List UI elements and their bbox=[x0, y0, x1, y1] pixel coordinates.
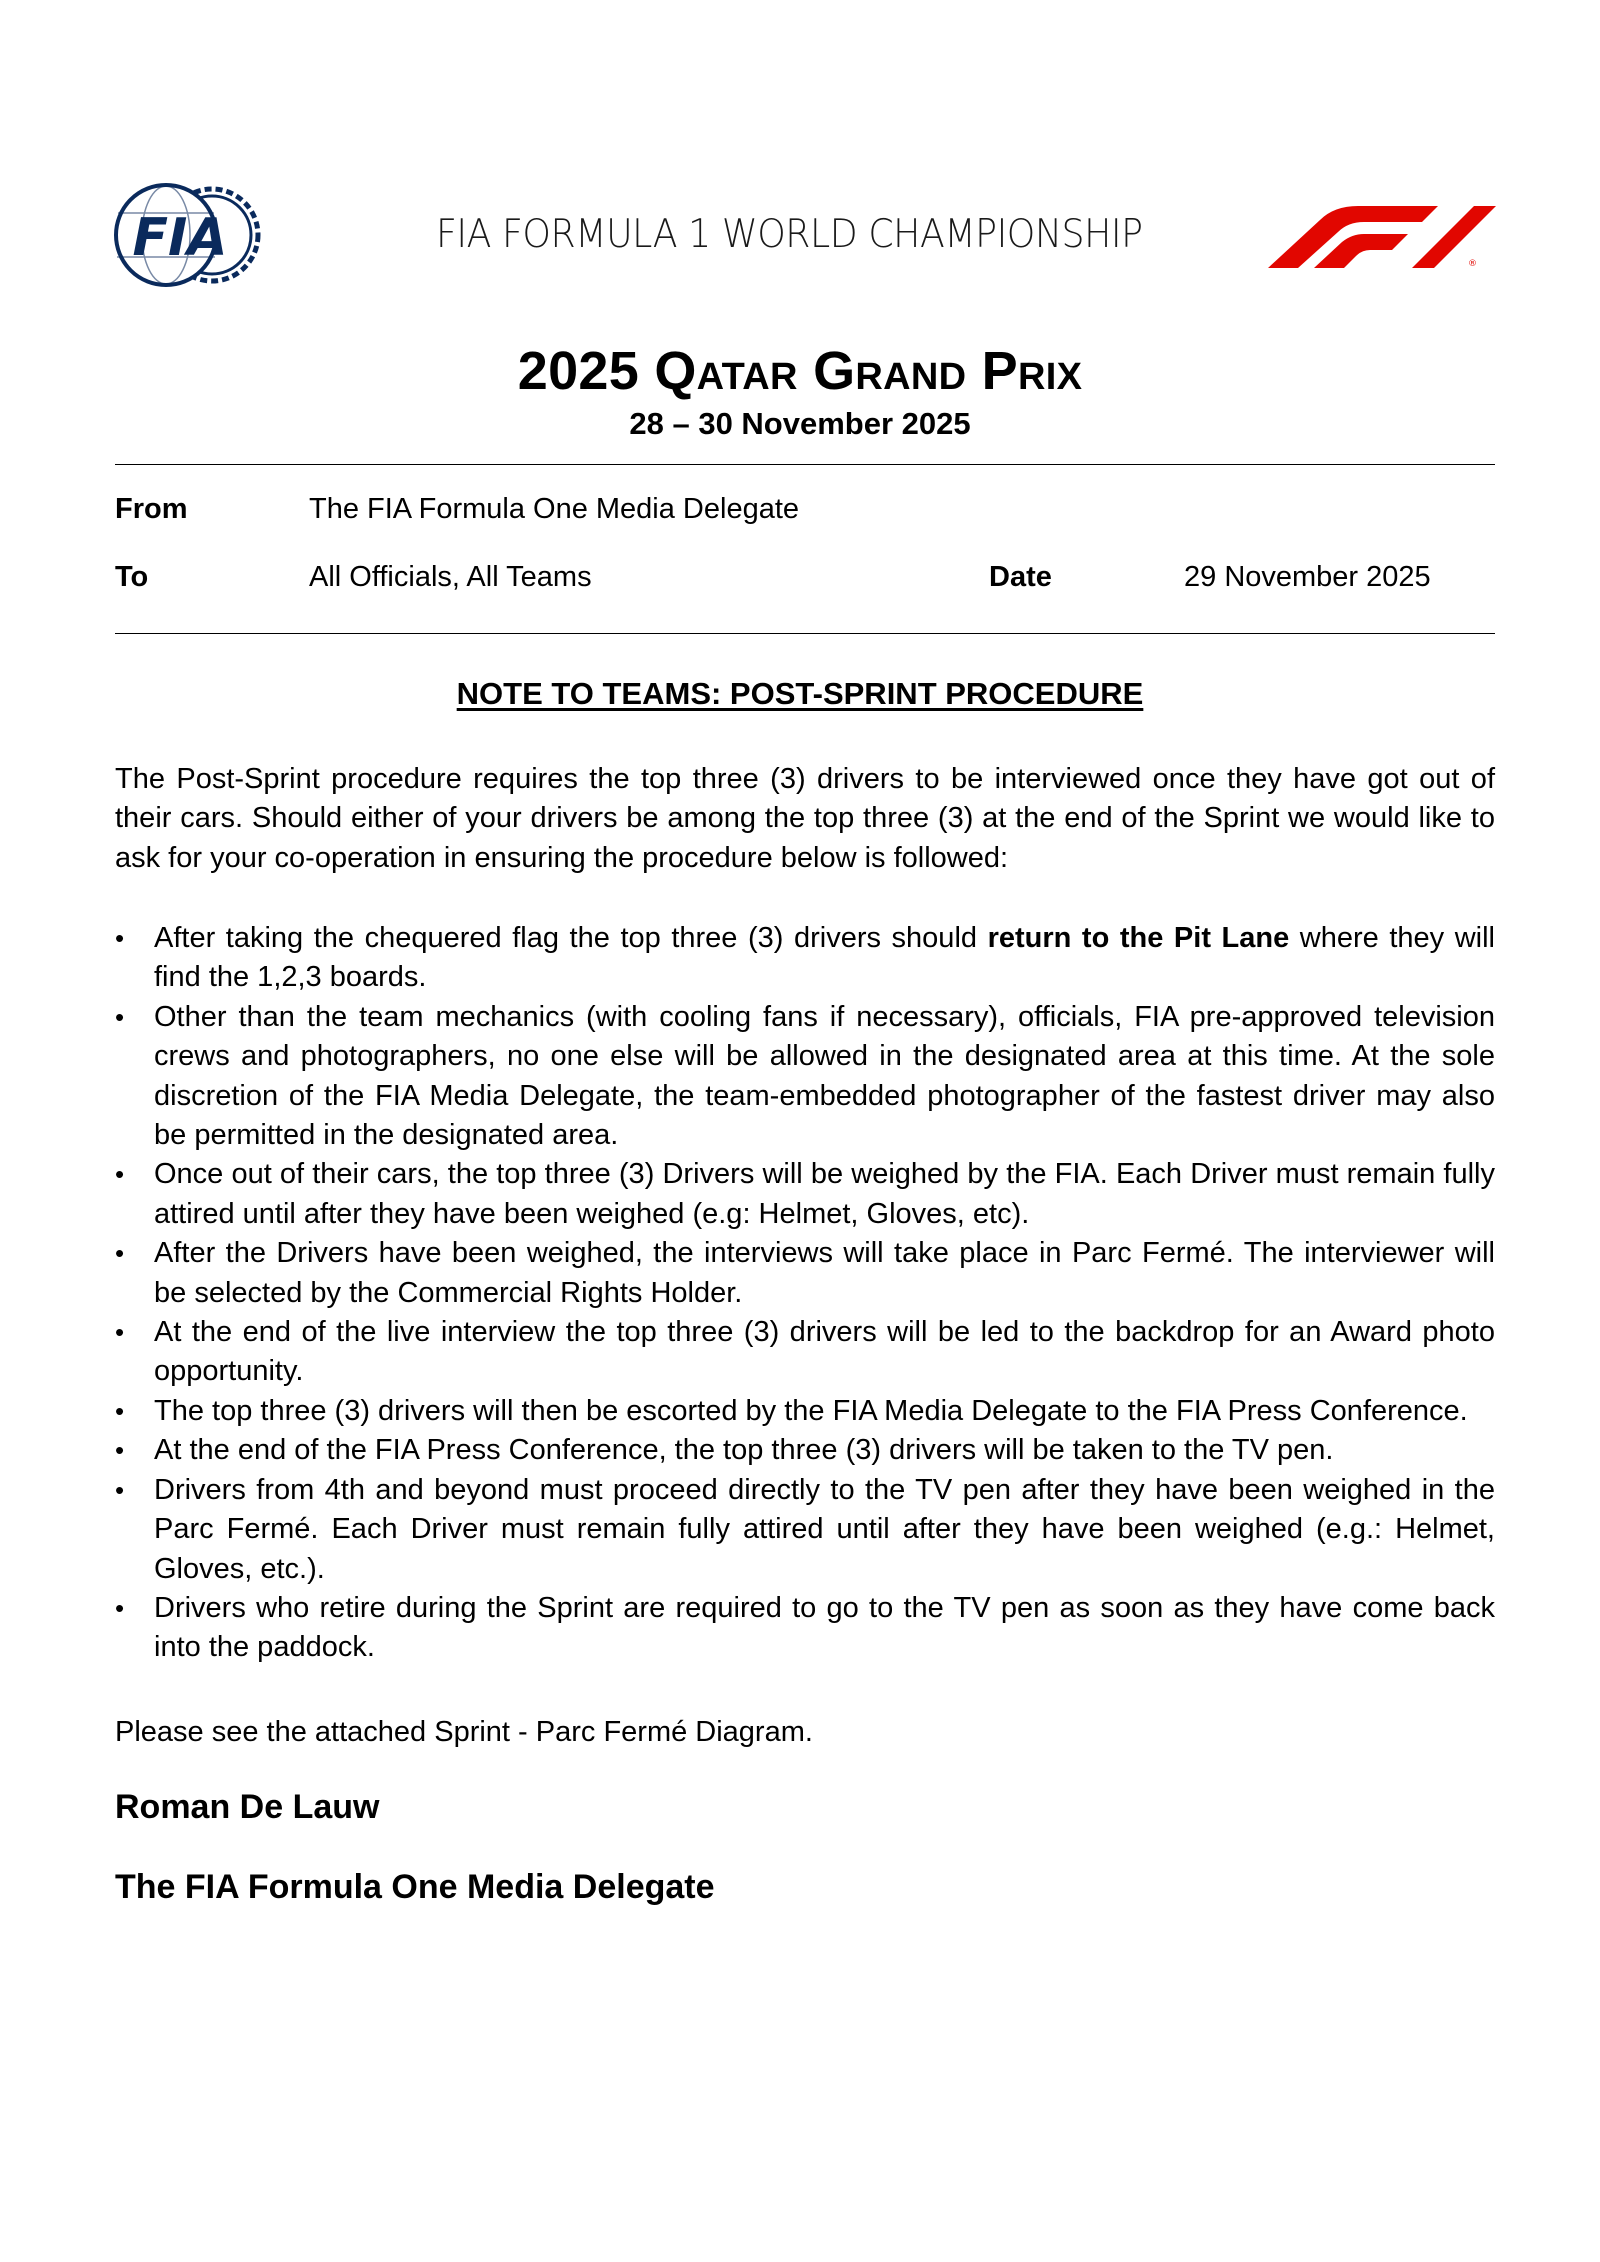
date-value: 29 November 2025 bbox=[1184, 561, 1431, 593]
intro-paragraph bbox=[115, 760, 1495, 878]
meta-divider bbox=[115, 633, 1495, 634]
closing-paragraph bbox=[115, 1713, 1495, 1752]
list-item: • After taking the chequered flag the top three (3) drivers should return to the Pit Lane where they will find the 1,2,3 boards. bbox=[115, 919, 1495, 998]
list-item: • Drivers who retire during the Sprint are required to go to the TV pen as soon as they have come back into the paddock. bbox=[115, 1589, 1495, 1668]
intro-text: The Post-Sprint procedure requires the top three (3) drivers to be interviewed once they have got out of their cars. Should either of your drivers be among the top three (3) at the end of the Sprint we would like to ask for your co-operation in ensuring the procedure below is followed: bbox=[115, 763, 1495, 874]
bullet-icon: • bbox=[115, 1159, 125, 1190]
bullet-icon: • bbox=[115, 1474, 125, 1505]
bullet-icon: • bbox=[115, 1592, 125, 1623]
championship-title: FIA FORMULA 1 WORLD CHAMPIONSHIP bbox=[436, 212, 1143, 257]
fia-logo-text: FIA bbox=[132, 208, 228, 268]
f1-logo-text: F1 bbox=[1268, 206, 1270, 207]
bullet-icon: • bbox=[115, 923, 125, 953]
bullet-icon: • bbox=[115, 1395, 125, 1426]
from-label: From bbox=[115, 493, 188, 525]
list-item: • At the end of the FIA Press Conference, the top three (3) drivers will be taken to the TV pen. bbox=[115, 1431, 1495, 1470]
to-label: To bbox=[115, 561, 149, 593]
f1-logo bbox=[1268, 206, 1496, 268]
list-item: • Other than the team mechanics (with cooling fans if necessary), officials, FIA pre-approved television crews and photographers, no one else will be allowed in the designated area at this time. At the sole discretion of the FIA Media Delegate, the team-embedded photographer of the fastest driver may also be permitted in the designated area. bbox=[115, 998, 1495, 1156]
list-item: • The top three (3) drivers will then be escorted by the FIA Media Delegate to the FIA Press Conference. bbox=[115, 1392, 1495, 1431]
to-value: All Officials, All Teams bbox=[309, 561, 592, 593]
bullet-icon: • bbox=[115, 1435, 125, 1466]
signature-name: Roman De Lauw bbox=[115, 1788, 380, 1826]
document-heading: NOTE TO TEAMS: POST-SPRINT PROCEDURE bbox=[456, 676, 1144, 711]
closing-text: Please see the attached Sprint - Parc Fermé Diagram. bbox=[115, 1716, 813, 1748]
date-label: Date bbox=[989, 561, 1052, 593]
event-title: 2025 Qatar Grand Prix bbox=[517, 341, 1083, 401]
list-item: • Drivers from 4th and beyond must proceed directly to the TV pen after they have been weighed in the Parc Fermé. Each Driver must remain fully attired until after they have been weighed (e.g.: Helmet, Gloves, etc.). bbox=[115, 1471, 1495, 1589]
header-divider bbox=[115, 464, 1495, 465]
procedure-list bbox=[115, 919, 1495, 1668]
svg-text:®: ® bbox=[1468, 259, 1477, 268]
list-item: • Once out of their cars, the top three (3) Drivers will be weighed by the FIA. Each Driver must remain fully attired until after they have been weighed (e.g: Helmet, Gloves, etc). bbox=[115, 1155, 1495, 1234]
f1-logo-icon bbox=[1268, 206, 1496, 268]
bullet-icon: • bbox=[115, 1001, 125, 1032]
fia-logo bbox=[114, 183, 268, 287]
bullet-icon: • bbox=[115, 1238, 125, 1269]
signature-title: The FIA Formula One Media Delegate bbox=[115, 1868, 715, 1906]
list-item: • At the end of the live interview the top three (3) drivers will be led to the backdrop for an Award photo opportunity. bbox=[115, 1313, 1495, 1392]
event-dates: 28 – 30 November 2025 bbox=[629, 406, 971, 441]
from-value: The FIA Formula One Media Delegate bbox=[309, 493, 800, 525]
list-item: • After the Drivers have been weighed, the interviews will take place in Parc Fermé. The interviewer will be selected by the Commercial Rights Holder. bbox=[115, 1234, 1495, 1313]
bullet-icon: • bbox=[115, 1317, 125, 1348]
